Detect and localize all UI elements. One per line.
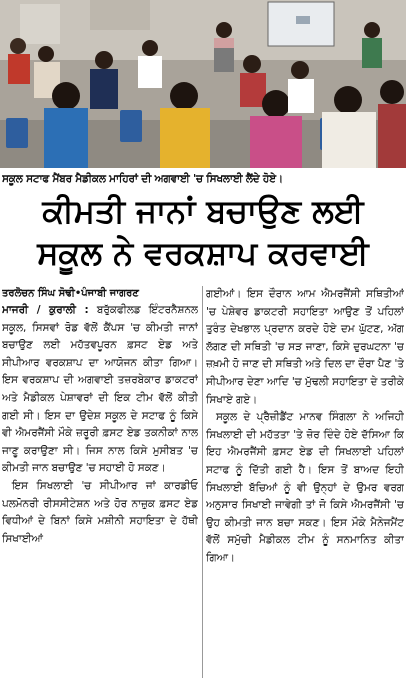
column-divider [202,286,203,678]
photo-caption: ਸਕੂਲ ਸਟਾਫ ਮੈਂਬਰ ਮੈਡੀਕਲ ਮਾਹਿਰਾਂ ਦੀ ਅਗਵਾਈ 'ਚ ਸਿਖਲਾਈ ਲੈਂਦੇ ਹੋਏ। [2,173,283,185]
dateline: ਮਾਜਰੀ / ਕੁਰਾਲੀ : [2,304,89,316]
article-text: ਬਰੁੱਕਫੀਲਡ ਇੰਟਰਨੈਸ਼ਨਲ ਸਕੂਲ, ਸਿਸਵਾਂ ਰੋਡ ਵੱਲੋਂ ਕੈਂਪਸ 'ਚ ਕੀਮਤੀ ਜਾਨਾਂ ਬਚਾਉਣ ਲਈ ਮਹੱਤਵਪੂਰਨ ਫ਼ਸਟ ਏਡ ਅਤੇ ਸੀਪੀਆਰ ਵਰਕਸ਼ਾਪ ਦਾ ਆਯੋਜਨ ਕੀਤਾ ਗਿਆ। ਇਸ ਵਰਕਸ਼ਾਪ ਦੀ ਅਗਵਾਈ ਤਜ਼ਰਬੇਕਾਰ ਡਾਕਟਰਾਂ ਅਤੇ ਮੈਡੀਕਲ ਪੇਸ਼ਾਵਰਾਂ ਦੀ ਇਕ ਟੀਮ ਵੱਲੋਂ ਕੀਤੀ ਗਈ ਸੀ। ਇਸ ਦਾ ਉਦੇਸ਼ ਸਕੂਲ ਦੇ ਸਟਾਫ ਨੂੰ ਕਿਸੇ ਵੀ ਐਮਰਜੈਂਸੀ ਮੌਕੇ ਜ਼ਰੂਰੀ ਫ਼ਸਟ ਏਡ ਤਕਨੀਕਾਂ ਨਾਲ ਜਾਣੂ ਕਰਾਉਣਾ ਸੀ। ਜਿਸ ਨਾਲ ਕਿਸੇ ਮੁਸੀਬਤ 'ਚ ਕੀਮਤੀ ਜਾਨ ਬਚਾਉਣ 'ਚ ਸਹਾਈ ਹੋ ਸਕਣ। [2,304,198,475]
article-paragraph: ਗਈਆਂ। ਇਸ ਦੌਰਾਨ ਆਮ ਐਮਰਜੈਂਸੀ ਸਥਿਤੀਆਂ 'ਚ ਪੇਸ਼ੇਵਰ ਡਾਕਟਰੀ ਸਹਾਇਤਾ ਆਉਣ ਤੋਂ ਪਹਿਲਾਂ ਤੁਰੰਤ ਦੇਖਭਾਲ ਪ੍ਰਦਾਨ ਕਰਦੇ ਹੋਏ ਦਮ ਘੁੱਟਣ, ਅੱਗ ਲੱਗਣ ਦੀ ਸਥਿਤੀ 'ਚ ਸੜ ਜਾਣਾ, ਕਿਸੇ ਦੁਰਘਟਨਾ 'ਚ ਜ਼ਖ਼ਮੀ ਹੋ ਜਾਣ ਦੀ ਸਥਿਤੀ ਅਤੇ ਦਿਲ ਦਾ ਦੌਰਾ ਪੈਣ 'ਤੇ ਸੀਪੀਆਰ ਦੇਣਾ ਆਦਿ 'ਚ ਮੁੱਢਲੀ ਸਹਾਇਤਾ ਦੇ ਤਰੀਕੇ ਸਿਖਾਏ ਗਏ। [206,288,404,406]
article-column-right [206,286,404,678]
headline-line-1: ਕੀਮਤੀ ਜਾਨਾਂ ਬਚਾਉਣ ਲਈ [42,192,364,230]
article-paragraph: ਸਕੂਲ ਦੇ ਪ੍ਰੈਜ਼ੀਡੈਂਟ ਮਾਨਵ ਸਿੰਗਲਾ ਨੇ ਅਜਿਹੀ ਸਿਖਲਾਈ ਦੀ ਮਹੱਤਤਾ 'ਤੇ ਜ਼ੋਰ ਦਿੰਦੇ ਹੋਏ ਦੱਸਿਆ ਕਿ ਇਹ ਐਮਰਜੈਂਸੀ ਫ਼ਸਟ ਏਡ ਦੀ ਸਿਖਲਾਈ ਪਹਿਲਾਂ ਸਟਾਫ ਨੂੰ ਦਿੱਤੀ ਗਈ ਹੈ। ਇਸ ਤੋਂ ਬਾਅਦ ਇਹੀ ਸਿਖਲਾਈ ਬੱਚਿਆਂ ਨੂੰ ਵੀ ਉਨ੍ਹਾਂ ਦੇ ਉਮਰ ਵਰਗ ਅਨੁਸਾਰ ਸਿਖਾਈ ਜਾਵੇਗੀ ਤਾਂ ਜੋ ਕਿਸੇ ਐਮਰਜੈਂਸੀ 'ਚ ਉਹ ਕੀਮਤੀ ਜਾਨ ਬਚਾ ਸਕਣ। ਇਸ ਮੌਕੇ ਮੈਨੇਜਮੈਂਟ ਵੱਲੋਂ ਸਮੁੱਚੀ ਮੈਡੀਕਲ ਟੀਮ ਨੂੰ ਸਨਮਾਨਿਤ ਕੀਤਾ ਗਿਆ। [206,411,404,564]
photo-illustration [0,0,406,168]
article-paragraph: ਇਸ ਸਿਖਲਾਈ 'ਚ ਸੀਪੀਆਰ ਜਾਂ ਕਾਰਡੀਓ ਪਲਮੋਨਰੀ ਰੀਸਸੀਟੇਸ਼ਨ ਅਤੇ ਹੋਰ ਨਾਜ਼ੁਕ ਫ਼ਸਟ ਏਡ ਵਿਧੀਆਂ ਦੇ ਬਿਨਾਂ ਕਿਸੇ ਮਸ਼ੀਨੀ ਸਹਾਇਤਾ ਦੇ ਹੱਥੀ ਸਿਖਾਈਆਂ [2,479,198,545]
headline-line-2: ਸਕੂਲ ਨੇ ਵਰਕਸ਼ਾਪ ਕਰਵਾਈ [37,234,369,272]
article-column-left [2,302,198,678]
article-paragraph [2,302,198,478]
byline: ਤਰਲੋਚਨ ਸਿੰਘ ਸੋਢੀ•ਪੰਜਾਬੀ ਜਾਗਰਣ [2,288,139,299]
workshop-photo [0,0,406,168]
headline [0,190,406,274]
